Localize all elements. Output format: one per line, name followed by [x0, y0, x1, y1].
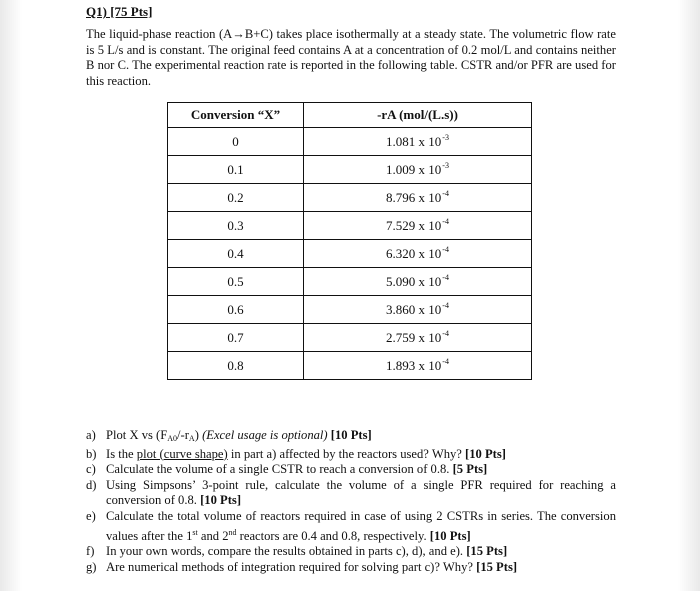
rate-cell: 8.796 x $10^{-4}$ — [304, 184, 532, 212]
table-row — [168, 324, 532, 352]
rate-cell: 7.529 x $10^{-4}$ — [304, 212, 532, 240]
rate-cell: 5.090 x $10^{-4}$ — [304, 268, 532, 296]
conversion-cell: 0 — [168, 128, 304, 156]
conversion-cell: 0.5 — [168, 268, 304, 296]
conversion-cell: 0.6 — [168, 296, 304, 324]
conversion-cell: 0.2 — [168, 184, 304, 212]
conversion-cell: 0.4 — [168, 240, 304, 268]
question-f: f) In your own words, compare the results obtained in parts c), d), and e). [15 Pts] — [86, 544, 508, 559]
rate-cell: 1.009 x $10^{-3}$ — [304, 156, 532, 184]
table-row — [168, 352, 532, 380]
table-row — [168, 128, 532, 156]
table-row — [168, 296, 532, 324]
question-g: g) Are numerical methods of integration required for solving part c)? Why? [15 Pts] — [86, 559, 518, 574]
question-title: Q1) [75 Pts] — [86, 4, 153, 19]
right-page-shadow — [678, 0, 700, 591]
rate-data-table — [167, 102, 532, 380]
rate-cell: 2.759 x $10^{-4}$ — [304, 324, 532, 352]
question-b: b) Is the plot (curve shape) in part a) affected by the reactors used? Why? [10 Pts] — [86, 446, 506, 461]
table-row — [168, 240, 532, 268]
question-list — [86, 428, 616, 575]
question-e: e) Calculate the total volume of reactors required in case of using 2 CSTRs in series. The conversion values after the 1st and 2nd reactors are 0.4 and 0.8, respectively. [10 Pts] — [86, 508, 616, 543]
conversion-header: Conversion “X” — [168, 103, 304, 128]
table-header-row — [168, 103, 532, 128]
rate-cell: 1.081 x $10^{-3}$ — [304, 128, 532, 156]
conversion-cell: 0.3 — [168, 212, 304, 240]
conversion-cell: 0.8 — [168, 352, 304, 380]
rate-cell: 3.860 x $10^{-4}$ — [304, 296, 532, 324]
conversion-cell: 0.7 — [168, 324, 304, 352]
rate-header: -rA (mol/(L.s)) — [304, 103, 532, 128]
table-row — [168, 268, 532, 296]
rate-cell: 1.893 x $10^{-4}$ — [304, 352, 532, 380]
left-page-shadow — [0, 0, 22, 591]
conversion-cell: 0.1 — [168, 156, 304, 184]
table-row — [168, 212, 532, 240]
question-d: d) Using Simpsons’ 3-point rule, calculate the volume of a single PFR required for reaching a conversion of 0.8. [10 Pts] — [86, 477, 616, 508]
problem-statement: The liquid-phase reaction (A→B+C) takes place isothermally at a steady state. The volumetric flow rate is 5 L/s and is constant. The original feed contains A at a concentration of 0.2 mol/L and contains neither B nor C. The experimental reaction rate is reported in the following table. CSTR and/or PFR are used for this reaction. — [86, 27, 616, 88]
question-a: a) Plot X vs $(F_{A0}/-r_A)$ (Excel usage is optional) [10 Pts] — [86, 428, 372, 443]
table-row — [168, 184, 532, 212]
question-c: c) Calculate the volume of a single CSTR to reach a conversion of 0.8. [5 Pts] — [86, 462, 488, 477]
table-row — [168, 156, 532, 184]
rate-cell: 6.320 x $10^{-4}$ — [304, 240, 532, 268]
